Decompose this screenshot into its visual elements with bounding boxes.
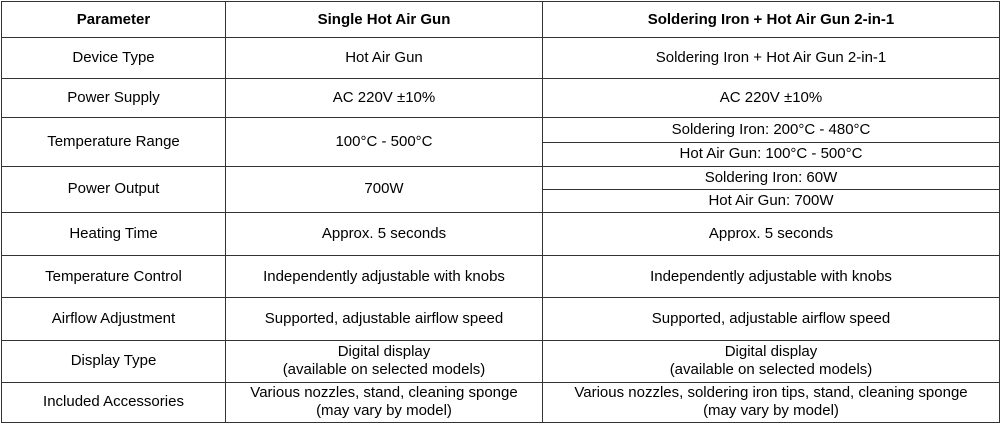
combo-value: Soldering Iron + Hot Air Gun 2-in-1 [543,38,1000,79]
table-row-temperature-control [2,256,1000,298]
row-label: Power Output [2,166,226,212]
single-value: Hot Air Gun [226,38,543,79]
table-row-temperature-range [2,118,1000,142]
row-label: Heating Time [2,212,226,255]
combo-value: Approx. 5 seconds [543,212,1000,255]
row-label: Display Type [2,340,226,382]
header-single-hot-air-gun: Single Hot Air Gun [226,2,543,38]
comparison-table [1,1,1000,423]
table-row-display-type [2,340,1000,382]
single-value [226,340,543,382]
combo-value-line2: (may vary by model) [703,402,839,420]
row-label: Power Supply [2,79,226,118]
combo-value-gun: Hot Air Gun: 700W [543,189,1000,212]
combo-value-line2: (available on selected models) [669,361,873,379]
row-label: Device Type [2,38,226,79]
combo-value: Independently adjustable with knobs [543,256,1000,298]
single-value: 100°C - 500°C [226,118,543,166]
combo-value-gun: Hot Air Gun: 100°C - 500°C [543,142,1000,166]
combo-value-line1: Various nozzles, soldering iron tips, stand, cleaning sponge [574,384,968,402]
table-row-included-accessories [2,382,1000,422]
single-value: 700W [226,166,543,212]
header-combo-2-in-1: Soldering Iron + Hot Air Gun 2-in-1 [543,2,1000,38]
single-value-line2: (may vary by model) [316,402,452,420]
single-value-line1: Various nozzles, stand, cleaning sponge [250,384,518,402]
single-value-line2: (available on selected models) [282,361,486,379]
header-row [2,2,1000,38]
row-label: Temperature Control [2,256,226,298]
row-label: Airflow Adjustment [2,298,226,340]
single-value: Independently adjustable with knobs [226,256,543,298]
combo-value-iron: Soldering Iron: 200°C - 480°C [543,118,1000,142]
table-row-device-type [2,38,1000,79]
table-row-power-supply [2,79,1000,118]
single-value: Approx. 5 seconds [226,212,543,255]
row-label: Temperature Range [2,118,226,166]
table-row-airflow-adjustment [2,298,1000,340]
single-value: Supported, adjustable airflow speed [226,298,543,340]
combo-value [543,340,1000,382]
header-parameter: Parameter [2,2,226,38]
table-row-heating-time [2,212,1000,255]
combo-value-iron: Soldering Iron: 60W [543,166,1000,189]
table-row-power-output [2,166,1000,189]
single-value: AC 220V ±10% [226,79,543,118]
single-value-line1: Digital display [337,343,431,361]
combo-value: AC 220V ±10% [543,79,1000,118]
single-value [226,382,543,422]
combo-value: Supported, adjustable airflow speed [543,298,1000,340]
combo-value [543,382,1000,422]
combo-value-line1: Digital display [724,343,818,361]
row-label: Included Accessories [2,382,226,422]
